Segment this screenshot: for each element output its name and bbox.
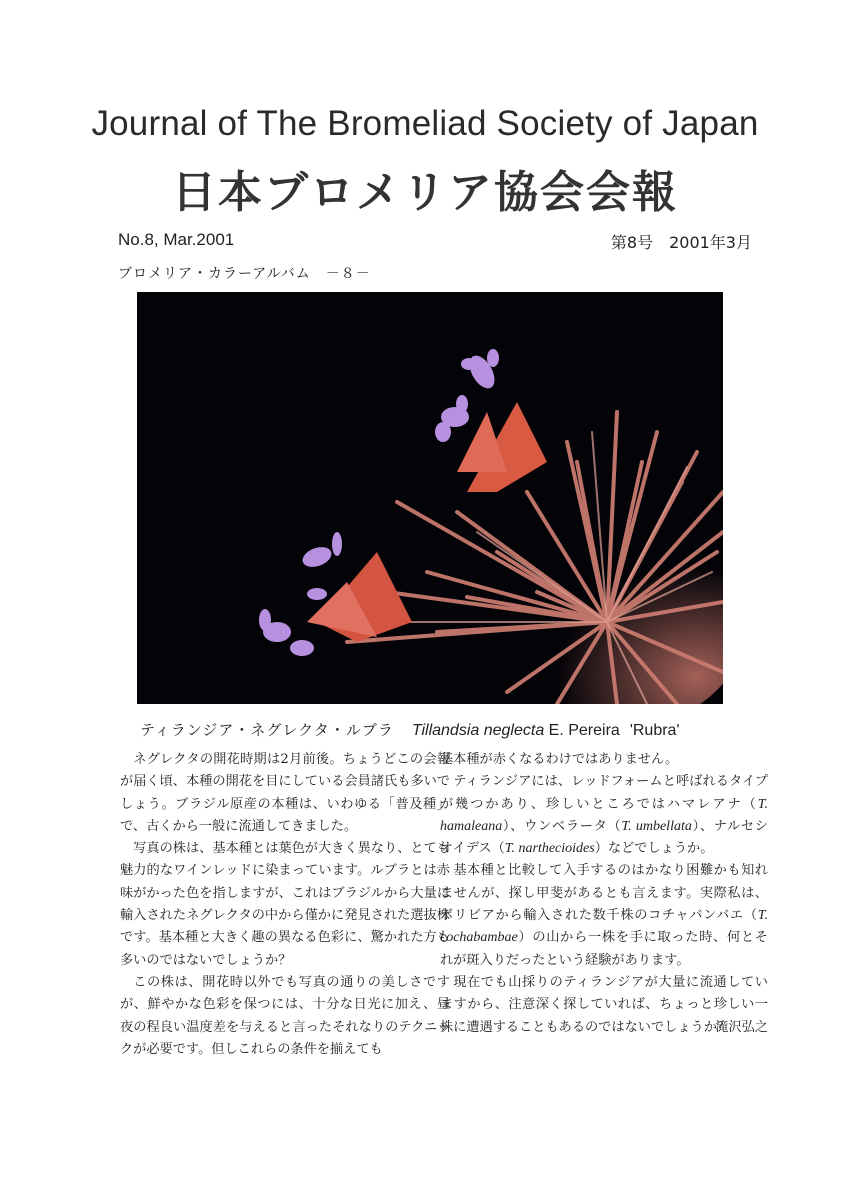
color-album-label: ブロメリア・カラーアルバム －８－ — [118, 266, 371, 282]
text-run: 基本種と比較して入手するのはかなり困難かも知れませんが、探し甲斐があるとも言えます。実際私は、ボリビアから輸入された数千株のコチャバンバエ（ — [440, 863, 768, 924]
species-name: T. hamaleana — [440, 796, 768, 834]
issue-number-english: No.8, Mar.2001 — [118, 230, 235, 249]
text-run: ）、ウンベラータ（ — [502, 818, 622, 834]
species-name: T. cochabambae — [440, 908, 768, 946]
article-paragraph: 写真の株は、基本種とは葉色が大きく異なり、とても魅力的なワインレッドに染まっています。ルブラとは赤味がかった色を指しますが、これはブラジルから大量に輸入されたネグレクタの中から僅かに発見された選抜株です。基本種と大きく趣の異なる色彩に、驚かれた方も多いのではないでしょうか？ — [120, 841, 450, 968]
article-paragraph: ネグレクタの開花時期は2月前後。ちょうどこの会報が届く頃、本種の開花を目にしている会員諸氏も多いでしょう。ブラジル原産の本種は、いわゆる「普及種」で、古くから一般に流通してきました。 — [120, 752, 450, 834]
species-name: T. umbellata — [621, 818, 692, 834]
text-run: ）などでしょうか。 — [594, 841, 714, 857]
caption-cultivar: 'Rubra' — [629, 722, 680, 739]
species-name: T. narthecioides — [504, 841, 595, 857]
article-column-right — [440, 749, 768, 1039]
journal-title-english: Journal of The Bromeliad Society of Japan — [91, 104, 759, 143]
caption-japanese-name: ティランジア・ネグレクタ・ルブラ — [140, 721, 394, 739]
tillandsia-illustration — [137, 292, 723, 704]
article-paragraph: 現在でも山採りのティランジアが大量に流通していますから、注意深く探していれば、ちょっと珍しい一株に遭遇することもあるのではないでしょうか？ — [440, 974, 768, 1035]
plant-photo — [137, 292, 723, 704]
photo-caption — [140, 719, 680, 740]
text-run: ）の山から一株を手に取った時、何とそれが斑入りだったという経験があります。 — [440, 930, 768, 968]
issue-number-japanese: 第8号 2001年3月 — [610, 233, 752, 252]
author-signature: 滝沢弘之 — [715, 1019, 768, 1035]
article-paragraph — [440, 771, 768, 860]
text-run: ）、ナルセシオイデス（ — [440, 818, 768, 857]
article-column-left — [120, 749, 450, 1061]
journal-title-japanese: 日本ブロメリア協会会報 — [172, 167, 678, 218]
article-paragraph: この株は、開花時以外でも写真の通りの美しさですが、鮮やかな色彩を保つには、十分な日光に加え、昼夜の程良い温度差を与えると言ったそれなりのテクニックが必要です。但しこれらの条件を揃えても — [120, 974, 450, 1057]
text-run: ティランジアには、レッドフォームと呼ばれるタイプが幾つかあり、珍しいところではハマレアナ（ — [440, 774, 768, 812]
article-paragraph: 基本種が赤くなるわけではありません。 — [440, 752, 679, 767]
caption-scientific-name: Tillandsia neglecta — [411, 722, 545, 739]
caption-author: E. Pereira — [544, 722, 620, 739]
article-paragraph — [440, 860, 768, 971]
